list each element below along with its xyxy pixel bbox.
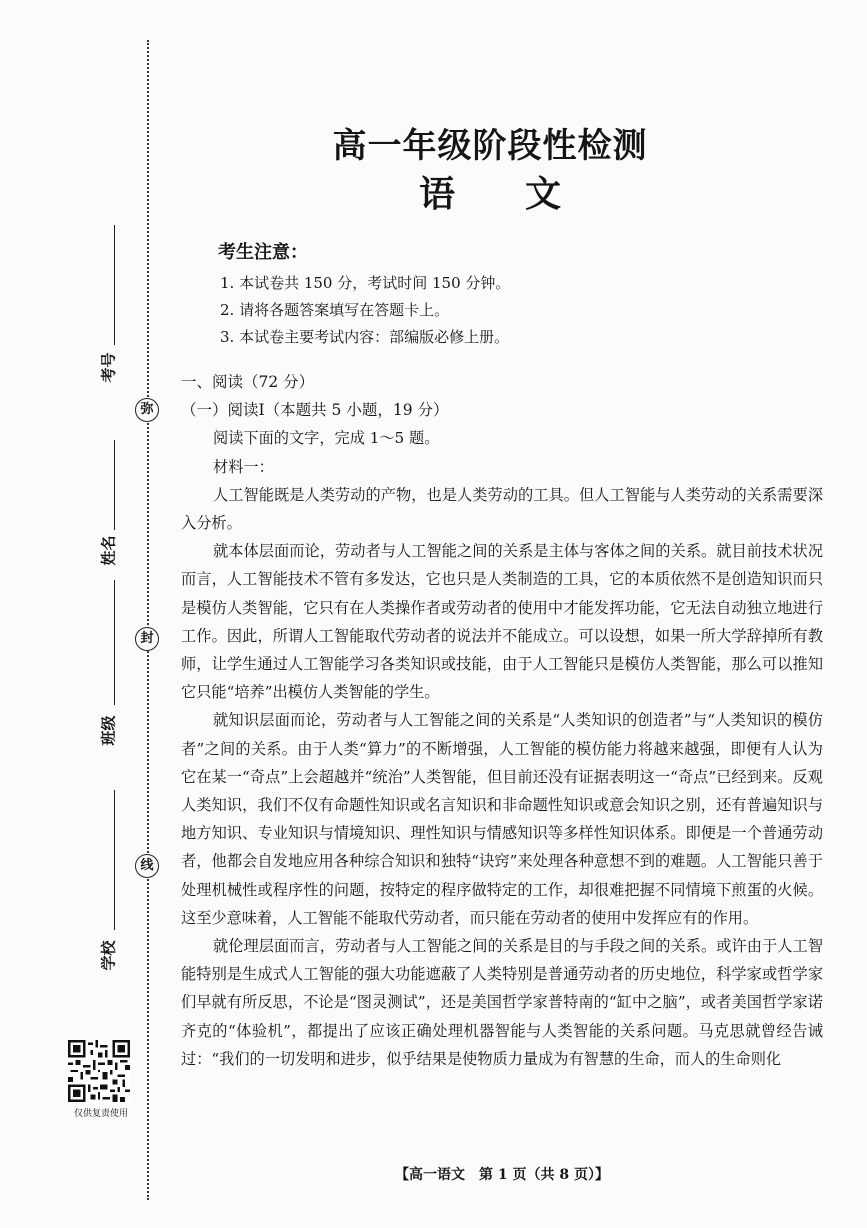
name-field (88, 440, 122, 580)
qr-caption: 仅供复责使用 (73, 1109, 128, 1119)
exam-notice (218, 238, 510, 351)
seal-mark-feng: 封 (135, 627, 159, 651)
exam-number-field (88, 225, 122, 400)
passage-paragraph: 就知识层面而论，劳动者与人工智能之间的关系是“人类知识的创造者”与“人类知识的模仿者”之间的关系。由于人类“算力”的不断增强，人工智能的模仿能力将越来越强，即便有人认为它在某一“奇点”上会超越并“统治”人类智能，但目前还没有证据表明这一“奇点”已经到来。反观人类知识，我们不仅有命题性知识或名言知识和非命题性知识或意会知识之别，还有普遍知识与地方知识、专业知识与情境知识、理性知识与情感知识等多样性知识体系。即便是一个普通劳动者，他都会自发地应用各种综合知识和独特“诀窍”来处理各种意想不到的难题。人工智能只善于处理机械性或程序性的问题，按特定的程序做特定的工作，却很难把握不同情境下煎蛋的火候。这至少意味着，人工智能不能取代劳动者，而只能在劳动者的使用中发挥应有的作用。 (181, 711, 823, 927)
material-label: 材料一： (213, 457, 274, 476)
question-instruction: 阅读下面的文字，完成 1～5 题。 (213, 429, 440, 448)
binding-cut-line (147, 40, 149, 1200)
page-footer: 【高一语文 第 1 页（共 8 页）】 (395, 1167, 609, 1183)
passage-paragraph: 人工智能既是人类劳动的产物，也是人类劳动的工具。但人工智能与人类劳动的关系需要深入分析。 (181, 485, 823, 533)
field-line (114, 580, 115, 705)
qr-code-icon (68, 1040, 130, 1102)
field-label: 姓名 (99, 535, 118, 566)
subsection-heading: （一）阅读Ⅰ（本题共 5 小题，19 分） (181, 401, 449, 420)
seal-mark-mi: 弥 (135, 398, 159, 422)
field-line (114, 790, 115, 930)
field-label: 班级 (99, 715, 118, 746)
field-line (114, 440, 115, 530)
section-heading: 一、阅读（72 分） (181, 373, 315, 391)
notice-item: 1. 本试卷共 150 分，考试时间 150 分钟。 (220, 274, 511, 292)
field-line (114, 225, 115, 345)
school-field (88, 790, 122, 980)
notice-title: 考生注意： (218, 242, 308, 263)
exam-title: 高一年级阶段性检测 (332, 126, 648, 166)
passage-paragraph: 就伦理层面而言，劳动者与人工智能之间的关系是目的与手段之间的关系。或许由于人工智能特别是生成式人工智能的强大功能遮蔽了人类特别是普通劳动者的历史地位，科学家或哲学家们早就有所反思，不论是“图灵测试”，还是美国哲学家普特南的“缸中之脑”，或者美国哲学家诺齐克的“体验机”，都提出了应该正确处理机器智能与人类智能的关系问题。马克思就曾经告诫过：“我们的一切发明和进步，似乎结果是使物质力量成为有智慧的生命，而人的生命则化 (181, 937, 823, 1068)
field-label: 学校 (99, 940, 118, 971)
notice-item: 2. 请将各题答案填写在答题卡上。 (220, 301, 450, 319)
passage-paragraph: 就本体层面而论，劳动者与人工智能之间的关系是主体与客体之间的关系。就目前技术状况而言，人工智能技术不管有多发达，它也只是人类制造的工具，它的本质依然不是创造知识而只是模仿人类智能，它只有在人类操作者或劳动者的使用中才能发挥功能，它无法自动独立地进行工作。因此，所谓人工智能取代劳动者的说法并不能成立。可以设想，如果一所大学辞掉所有教师，让学生通过人工智能学习各类知识或技能，由于人工智能只是模仿人类智能，那么可以推知它只能“培养”出模仿人类智能的学生。 (181, 542, 823, 702)
class-field (88, 580, 122, 760)
seal-mark-xian: 线 (135, 854, 159, 878)
field-label: 考号 (99, 352, 118, 383)
reading-section (181, 368, 823, 1073)
subject-title: 语文 (418, 174, 631, 215)
notice-item: 3. 本试卷主要考试内容：部编版必修上册。 (220, 328, 510, 346)
